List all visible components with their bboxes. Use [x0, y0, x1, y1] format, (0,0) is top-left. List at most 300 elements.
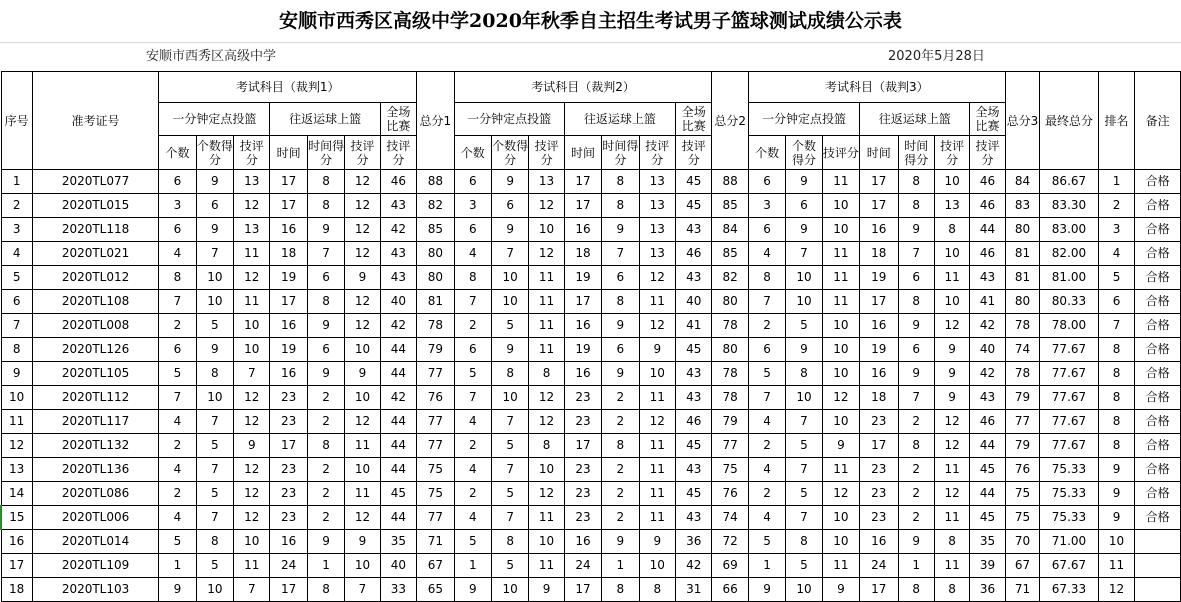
table-cell[interactable]: 11 [822, 170, 859, 194]
table-cell[interactable]: 31 [675, 578, 711, 602]
table-cell[interactable]: 44 [970, 482, 1005, 506]
table-cell[interactable]: 7 [602, 242, 639, 266]
table-cell[interactable]: 78 [712, 314, 748, 338]
table-cell[interactable]: 6 [748, 338, 785, 362]
table-cell[interactable]: 11 [234, 290, 270, 314]
table-cell[interactable]: 12 [345, 314, 380, 338]
table-cell[interactable]: 11 [822, 266, 859, 290]
table-cell[interactable]: 23 [860, 410, 898, 434]
table-cell[interactable]: 11 [934, 266, 969, 290]
table-cell[interactable]: 7 [786, 506, 822, 530]
table-cell[interactable]: 17 [860, 290, 898, 314]
table-cell[interactable]: 23 [564, 482, 601, 506]
cell-rank[interactable]: 11 [1098, 554, 1134, 578]
table-cell[interactable]: 75 [417, 482, 454, 506]
table-cell[interactable]: 81 [417, 290, 454, 314]
table-cell[interactable]: 35 [970, 530, 1005, 554]
table-cell[interactable]: 8 [307, 170, 344, 194]
table-cell[interactable]: 8 [159, 266, 196, 290]
cell-exam-no[interactable]: 2020TL012 [32, 266, 158, 290]
table-cell[interactable]: 11 [639, 386, 675, 410]
table-cell[interactable]: 7 [454, 386, 491, 410]
table-cell[interactable]: 8 [748, 266, 785, 290]
table-cell[interactable]: 43 [675, 458, 711, 482]
table-cell[interactable]: 9 [196, 170, 233, 194]
table-cell[interactable]: 2 [602, 506, 639, 530]
table-cell[interactable]: 79 [712, 410, 748, 434]
table-cell[interactable]: 12 [234, 194, 270, 218]
table-cell[interactable]: 40 [970, 338, 1005, 362]
cell-seq[interactable]: 15 [1, 506, 32, 530]
table-cell[interactable]: 42 [380, 218, 416, 242]
table-cell[interactable]: 5 [196, 482, 233, 506]
cell-seq[interactable]: 4 [1, 242, 32, 266]
table-cell[interactable]: 11 [234, 554, 270, 578]
table-cell[interactable]: 9 [602, 314, 639, 338]
table-cell[interactable]: 43 [675, 218, 711, 242]
table-cell[interactable]: 11 [934, 554, 969, 578]
cell-exam-no[interactable]: 2020TL132 [32, 434, 158, 458]
cell-exam-no[interactable]: 2020TL105 [32, 362, 158, 386]
table-cell[interactable]: 17 [860, 170, 898, 194]
table-cell[interactable]: 16 [564, 314, 601, 338]
table-cell[interactable]: 10 [234, 338, 270, 362]
table-cell[interactable]: 23 [564, 458, 601, 482]
table-cell[interactable]: 12 [639, 314, 675, 338]
cell-remark[interactable]: 合格 [1135, 266, 1181, 290]
table-cell[interactable]: 43 [675, 266, 711, 290]
table-cell[interactable]: 8 [602, 578, 639, 602]
cell-remark[interactable]: 合格 [1135, 170, 1181, 194]
table-cell[interactable]: 5 [786, 554, 822, 578]
table-cell[interactable]: 7 [748, 290, 785, 314]
cell-final-score[interactable]: 67.33 [1040, 578, 1099, 602]
table-cell[interactable]: 6 [786, 194, 822, 218]
table-cell[interactable]: 44 [380, 506, 416, 530]
cell-seq[interactable]: 5 [1, 266, 32, 290]
table-cell[interactable]: 11 [822, 554, 859, 578]
table-cell[interactable]: 6 [454, 170, 491, 194]
table-cell[interactable]: 35 [380, 530, 416, 554]
table-cell[interactable]: 85 [712, 242, 748, 266]
cell-remark[interactable]: 合格 [1135, 242, 1181, 266]
table-cell[interactable]: 78 [712, 362, 748, 386]
table-cell[interactable]: 8 [602, 434, 639, 458]
cell-seq[interactable]: 3 [1, 218, 32, 242]
table-cell[interactable]: 13 [639, 218, 675, 242]
table-cell[interactable]: 13 [234, 218, 270, 242]
table-cell[interactable]: 36 [970, 578, 1005, 602]
table-cell[interactable]: 11 [822, 242, 859, 266]
table-cell[interactable]: 80 [417, 242, 454, 266]
cell-rank[interactable]: 8 [1098, 338, 1134, 362]
cell-remark[interactable]: 合格 [1135, 482, 1181, 506]
table-cell[interactable]: 4 [748, 410, 785, 434]
table-cell[interactable]: 2 [159, 314, 196, 338]
table-cell[interactable]: 8 [307, 434, 344, 458]
table-cell[interactable]: 10 [639, 362, 675, 386]
table-cell[interactable]: 5 [196, 554, 233, 578]
table-cell[interactable]: 4 [454, 242, 491, 266]
table-cell[interactable]: 12 [934, 314, 969, 338]
table-cell[interactable]: 7 [196, 506, 233, 530]
table-cell[interactable]: 12 [529, 242, 564, 266]
cell-final-score[interactable]: 86.67 [1040, 170, 1099, 194]
table-cell[interactable]: 2 [159, 434, 196, 458]
table-cell[interactable]: 2 [454, 314, 491, 338]
table-cell[interactable]: 17 [564, 170, 601, 194]
table-cell[interactable]: 77 [417, 434, 454, 458]
table-cell[interactable]: 5 [748, 362, 785, 386]
table-cell[interactable]: 9 [307, 362, 344, 386]
table-cell[interactable]: 16 [270, 314, 307, 338]
table-cell[interactable]: 10 [934, 290, 969, 314]
table-cell[interactable]: 43 [380, 194, 416, 218]
table-cell[interactable]: 10 [491, 578, 528, 602]
table-cell[interactable]: 9 [602, 218, 639, 242]
table-cell[interactable]: 43 [675, 386, 711, 410]
table-cell[interactable]: 46 [970, 194, 1005, 218]
table-cell[interactable]: 42 [380, 314, 416, 338]
table-cell[interactable]: 2 [159, 482, 196, 506]
table-cell[interactable]: 19 [860, 266, 898, 290]
table-cell[interactable]: 7 [159, 290, 196, 314]
cell-exam-no[interactable]: 2020TL103 [32, 578, 158, 602]
table-cell[interactable]: 10 [345, 386, 380, 410]
table-cell[interactable]: 80 [417, 266, 454, 290]
table-cell[interactable]: 43 [380, 242, 416, 266]
table-cell[interactable]: 78 [417, 314, 454, 338]
table-cell[interactable]: 4 [748, 458, 785, 482]
table-cell[interactable]: 10 [196, 578, 233, 602]
table-cell[interactable]: 7 [234, 578, 270, 602]
table-cell[interactable]: 6 [491, 194, 528, 218]
cell-final-score[interactable]: 75.33 [1040, 506, 1099, 530]
cell-seq[interactable]: 10 [1, 386, 32, 410]
table-cell[interactable]: 43 [675, 362, 711, 386]
cell-seq[interactable]: 6 [1, 290, 32, 314]
table-cell[interactable]: 8 [454, 266, 491, 290]
table-cell[interactable]: 11 [345, 482, 380, 506]
table-cell[interactable]: 88 [712, 170, 748, 194]
table-cell[interactable]: 23 [860, 458, 898, 482]
table-cell[interactable]: 75 [1005, 506, 1039, 530]
table-cell[interactable]: 8 [898, 578, 934, 602]
table-cell[interactable]: 44 [380, 338, 416, 362]
table-cell[interactable]: 16 [270, 362, 307, 386]
table-cell[interactable]: 46 [675, 410, 711, 434]
cell-remark[interactable]: 合格 [1135, 314, 1181, 338]
table-cell[interactable]: 5 [786, 434, 822, 458]
cell-rank[interactable]: 3 [1098, 218, 1134, 242]
table-cell[interactable]: 10 [234, 314, 270, 338]
table-cell[interactable]: 44 [380, 434, 416, 458]
table-cell[interactable]: 6 [307, 338, 344, 362]
table-cell[interactable]: 9 [602, 362, 639, 386]
table-cell[interactable]: 10 [196, 386, 233, 410]
table-cell[interactable]: 2 [748, 434, 785, 458]
table-cell[interactable]: 85 [712, 194, 748, 218]
table-cell[interactable]: 11 [529, 290, 564, 314]
cell-seq[interactable]: 18 [1, 578, 32, 602]
table-cell[interactable]: 10 [196, 266, 233, 290]
table-cell[interactable]: 4 [454, 410, 491, 434]
cell-remark[interactable]: 合格 [1135, 386, 1181, 410]
table-cell[interactable]: 10 [345, 554, 380, 578]
table-cell[interactable]: 70 [1005, 530, 1039, 554]
table-cell[interactable]: 8 [196, 530, 233, 554]
table-cell[interactable]: 2 [307, 386, 344, 410]
table-cell[interactable]: 19 [564, 266, 601, 290]
table-cell[interactable]: 9 [748, 578, 785, 602]
table-cell[interactable]: 7 [196, 410, 233, 434]
table-cell[interactable]: 44 [380, 458, 416, 482]
table-cell[interactable]: 10 [822, 314, 859, 338]
table-cell[interactable]: 9 [786, 338, 822, 362]
table-cell[interactable]: 76 [712, 482, 748, 506]
table-cell[interactable]: 46 [675, 242, 711, 266]
table-cell[interactable]: 8 [898, 434, 934, 458]
table-cell[interactable]: 23 [270, 410, 307, 434]
cell-final-score[interactable]: 75.33 [1040, 482, 1099, 506]
table-cell[interactable]: 75 [712, 458, 748, 482]
cell-rank[interactable]: 9 [1098, 506, 1134, 530]
table-cell[interactable]: 8 [602, 194, 639, 218]
table-cell[interactable]: 9 [196, 338, 233, 362]
cell-remark[interactable]: 合格 [1135, 338, 1181, 362]
table-cell[interactable]: 23 [860, 482, 898, 506]
table-cell[interactable]: 42 [380, 386, 416, 410]
table-cell[interactable]: 77 [417, 506, 454, 530]
table-cell[interactable]: 10 [529, 530, 564, 554]
cell-rank[interactable]: 8 [1098, 410, 1134, 434]
table-cell[interactable]: 7 [748, 386, 785, 410]
table-cell[interactable]: 2 [307, 506, 344, 530]
table-cell[interactable]: 83 [1005, 194, 1039, 218]
table-cell[interactable]: 8 [196, 362, 233, 386]
table-cell[interactable]: 76 [417, 386, 454, 410]
table-cell[interactable]: 10 [234, 530, 270, 554]
table-cell[interactable]: 9 [307, 218, 344, 242]
table-cell[interactable]: 5 [454, 362, 491, 386]
table-cell[interactable]: 80 [1005, 218, 1039, 242]
table-cell[interactable]: 10 [934, 242, 969, 266]
table-cell[interactable]: 77 [417, 362, 454, 386]
table-cell[interactable]: 81 [1005, 242, 1039, 266]
table-cell[interactable]: 4 [454, 458, 491, 482]
table-cell[interactable]: 8 [491, 362, 528, 386]
table-cell[interactable]: 75 [417, 458, 454, 482]
table-cell[interactable]: 9 [786, 218, 822, 242]
cell-exam-no[interactable]: 2020TL117 [32, 410, 158, 434]
cell-exam-no[interactable]: 2020TL077 [32, 170, 158, 194]
table-cell[interactable]: 2 [307, 458, 344, 482]
cell-seq[interactable]: 14 [1, 482, 32, 506]
table-cell[interactable]: 9 [307, 314, 344, 338]
table-cell[interactable]: 69 [712, 554, 748, 578]
table-cell[interactable]: 41 [970, 290, 1005, 314]
cell-seq[interactable]: 8 [1, 338, 32, 362]
table-cell[interactable]: 17 [270, 434, 307, 458]
cell-seq[interactable]: 12 [1, 434, 32, 458]
table-cell[interactable]: 6 [602, 266, 639, 290]
table-cell[interactable]: 45 [380, 482, 416, 506]
table-cell[interactable]: 8 [639, 578, 675, 602]
table-cell[interactable]: 17 [564, 434, 601, 458]
table-cell[interactable]: 2 [602, 482, 639, 506]
table-cell[interactable]: 10 [491, 386, 528, 410]
table-cell[interactable]: 13 [639, 242, 675, 266]
cell-remark[interactable]: 合格 [1135, 410, 1181, 434]
table-cell[interactable]: 11 [234, 242, 270, 266]
table-cell[interactable]: 2 [898, 506, 934, 530]
table-cell[interactable]: 80 [712, 290, 748, 314]
table-cell[interactable]: 12 [234, 410, 270, 434]
cell-rank[interactable]: 8 [1098, 434, 1134, 458]
table-cell[interactable]: 10 [786, 290, 822, 314]
table-cell[interactable]: 33 [380, 578, 416, 602]
table-cell[interactable]: 45 [675, 170, 711, 194]
cell-final-score[interactable]: 77.67 [1040, 362, 1099, 386]
table-cell[interactable]: 12 [529, 386, 564, 410]
cell-exam-no[interactable]: 2020TL008 [32, 314, 158, 338]
table-cell[interactable]: 9 [491, 338, 528, 362]
table-cell[interactable]: 4 [159, 458, 196, 482]
table-cell[interactable]: 10 [196, 290, 233, 314]
table-cell[interactable]: 2 [454, 434, 491, 458]
table-cell[interactable]: 11 [529, 338, 564, 362]
table-cell[interactable]: 82 [712, 266, 748, 290]
table-cell[interactable]: 79 [1005, 386, 1039, 410]
table-cell[interactable]: 12 [345, 290, 380, 314]
table-cell[interactable]: 46 [970, 242, 1005, 266]
table-cell[interactable]: 12 [822, 386, 859, 410]
cell-seq[interactable]: 7 [1, 314, 32, 338]
table-cell[interactable]: 66 [712, 578, 748, 602]
table-cell[interactable]: 9 [786, 170, 822, 194]
table-cell[interactable]: 11 [529, 506, 564, 530]
cell-final-score[interactable]: 80.33 [1040, 290, 1099, 314]
table-cell[interactable]: 45 [970, 458, 1005, 482]
table-cell[interactable]: 40 [380, 554, 416, 578]
table-cell[interactable]: 11 [345, 434, 380, 458]
cell-seq[interactable]: 13 [1, 458, 32, 482]
table-cell[interactable]: 17 [860, 194, 898, 218]
table-cell[interactable]: 16 [860, 218, 898, 242]
table-cell[interactable]: 77 [1005, 410, 1039, 434]
table-cell[interactable]: 4 [159, 242, 196, 266]
table-cell[interactable]: 7 [491, 506, 528, 530]
cell-exam-no[interactable]: 2020TL109 [32, 554, 158, 578]
cell-exam-no[interactable]: 2020TL108 [32, 290, 158, 314]
table-cell[interactable]: 12 [345, 218, 380, 242]
cell-seq[interactable]: 17 [1, 554, 32, 578]
table-cell[interactable]: 44 [970, 218, 1005, 242]
table-cell[interactable]: 78 [1005, 314, 1039, 338]
table-cell[interactable]: 2 [898, 410, 934, 434]
table-cell[interactable]: 72 [712, 530, 748, 554]
table-cell[interactable]: 8 [491, 530, 528, 554]
table-cell[interactable]: 45 [675, 194, 711, 218]
table-cell[interactable]: 7 [898, 386, 934, 410]
table-cell[interactable]: 44 [380, 410, 416, 434]
table-cell[interactable]: 8 [898, 194, 934, 218]
table-cell[interactable]: 9 [639, 530, 675, 554]
cell-remark[interactable]: 合格 [1135, 434, 1181, 458]
table-cell[interactable]: 3 [159, 194, 196, 218]
table-cell[interactable]: 80 [712, 338, 748, 362]
table-cell[interactable]: 6 [454, 338, 491, 362]
table-cell[interactable]: 43 [380, 266, 416, 290]
table-cell[interactable]: 13 [639, 170, 675, 194]
table-cell[interactable]: 17 [564, 578, 601, 602]
table-cell[interactable]: 12 [529, 410, 564, 434]
table-cell[interactable]: 10 [786, 266, 822, 290]
cell-final-score[interactable]: 77.67 [1040, 386, 1099, 410]
table-cell[interactable]: 9 [454, 578, 491, 602]
table-cell[interactable]: 2 [454, 482, 491, 506]
table-cell[interactable]: 5 [491, 554, 528, 578]
table-cell[interactable]: 11 [822, 458, 859, 482]
table-cell[interactable]: 23 [270, 458, 307, 482]
cell-exam-no[interactable]: 2020TL136 [32, 458, 158, 482]
cell-seq[interactable]: 9 [1, 362, 32, 386]
table-cell[interactable]: 10 [529, 218, 564, 242]
table-cell[interactable]: 82 [417, 194, 454, 218]
table-cell[interactable]: 36 [675, 530, 711, 554]
table-cell[interactable]: 88 [417, 170, 454, 194]
table-cell[interactable]: 78 [712, 386, 748, 410]
table-cell[interactable]: 10 [491, 290, 528, 314]
table-cell[interactable]: 4 [454, 506, 491, 530]
table-cell[interactable]: 6 [196, 194, 233, 218]
cell-remark[interactable] [1135, 554, 1181, 578]
cell-remark[interactable]: 合格 [1135, 290, 1181, 314]
table-cell[interactable]: 5 [786, 314, 822, 338]
table-cell[interactable]: 7 [786, 410, 822, 434]
table-cell[interactable]: 1 [159, 554, 196, 578]
table-cell[interactable]: 5 [196, 434, 233, 458]
table-cell[interactable]: 12 [345, 506, 380, 530]
table-cell[interactable]: 9 [307, 530, 344, 554]
table-cell[interactable]: 9 [639, 338, 675, 362]
table-cell[interactable]: 7 [786, 458, 822, 482]
table-cell[interactable]: 19 [564, 338, 601, 362]
table-cell[interactable]: 17 [860, 578, 898, 602]
table-cell[interactable]: 12 [345, 242, 380, 266]
table-cell[interactable]: 45 [675, 338, 711, 362]
table-cell[interactable]: 5 [159, 362, 196, 386]
table-cell[interactable]: 23 [270, 386, 307, 410]
table-cell[interactable]: 11 [639, 482, 675, 506]
table-cell[interactable]: 16 [860, 314, 898, 338]
table-cell[interactable]: 5 [491, 314, 528, 338]
table-cell[interactable]: 10 [786, 386, 822, 410]
table-cell[interactable]: 17 [270, 194, 307, 218]
table-cell[interactable]: 17 [270, 578, 307, 602]
table-cell[interactable]: 13 [234, 170, 270, 194]
table-cell[interactable]: 16 [860, 362, 898, 386]
cell-rank[interactable]: 9 [1098, 482, 1134, 506]
table-cell[interactable]: 1 [748, 554, 785, 578]
table-cell[interactable]: 75 [1005, 482, 1039, 506]
table-cell[interactable]: 46 [970, 410, 1005, 434]
table-cell[interactable]: 77 [417, 410, 454, 434]
table-cell[interactable]: 6 [307, 266, 344, 290]
table-cell[interactable]: 6 [454, 218, 491, 242]
table-cell[interactable]: 41 [675, 314, 711, 338]
table-cell[interactable]: 43 [675, 506, 711, 530]
